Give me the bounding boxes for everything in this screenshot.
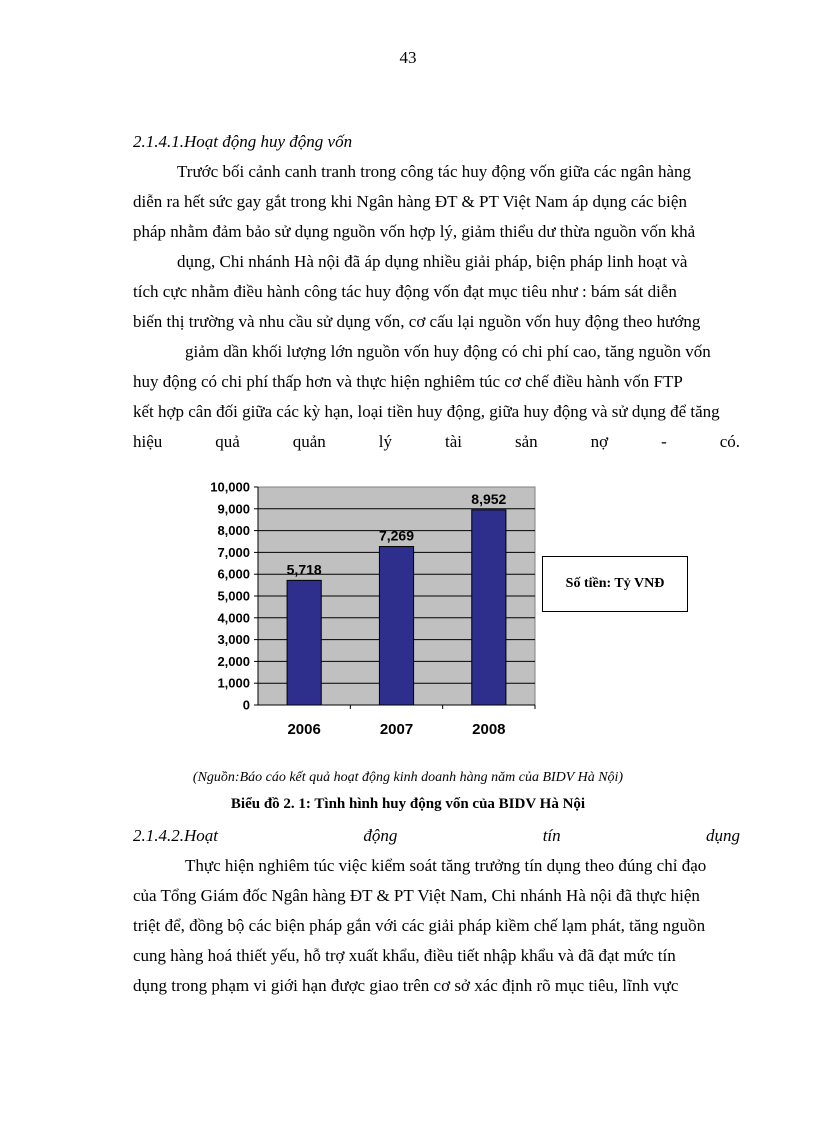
bar-chart bbox=[190, 478, 690, 748]
paragraph-line: giảm dần khối lượng lớn nguồn vốn huy động có chi phí cao, tăng nguồn vốn bbox=[185, 342, 711, 361]
y-tick-label: 10,000 bbox=[210, 479, 250, 495]
chart-svg bbox=[190, 478, 690, 748]
y-tick-label: 9,000 bbox=[217, 501, 250, 517]
paragraph-line: Trước bối cảnh canh tranh trong công tác huy động vốn giữa các ngân hàng bbox=[177, 162, 691, 181]
paragraph-line: diễn ra hết sức gay gắt trong khi Ngân hàng ĐT & PT Việt Nam áp dụng các biện bbox=[133, 192, 687, 211]
paragraph-line: Thực hiện nghiêm túc việc kiểm soát tăng trưởng tín dụng theo đúng chỉ đạo bbox=[185, 856, 707, 875]
word: có. bbox=[719, 432, 740, 451]
paragraph-line: biến thị trường và nhu cầu sử dụng vốn, cơ cấu lại nguồn vốn huy động theo hướng bbox=[133, 312, 701, 331]
x-tick-label: 2006 bbox=[287, 721, 321, 738]
paragraph-line: kết hợp cân đối giữa các kỳ hạn, loại tiền huy động, giữa huy động và sử dụng để tăng bbox=[133, 402, 720, 421]
paragraph-line: pháp nhằm đảm bảo sử dụng nguồn vốn hợp lý, giảm thiểu dư thừa nguồn vốn khả bbox=[133, 222, 696, 241]
y-tick-label: 8,000 bbox=[217, 523, 250, 539]
word: quản bbox=[292, 432, 326, 451]
y-tick-label: 6,000 bbox=[217, 566, 250, 582]
bar-value-label: 5,718 bbox=[286, 561, 322, 578]
section-heading-2-1-4-2 bbox=[133, 826, 740, 846]
word: tín bbox=[542, 826, 561, 845]
paragraph-line: dụng trong phạm vi giới hạn được giao trên cơ sở xác định rõ mục tiêu, lĩnh vực bbox=[133, 976, 679, 995]
word: - bbox=[661, 432, 667, 451]
y-tick-label: 0 bbox=[242, 697, 250, 713]
paragraph-last-line bbox=[133, 432, 740, 452]
y-tick-label: 2,000 bbox=[217, 653, 250, 669]
paragraph-line: dụng, Chi nhánh Hà nội đã áp dụng nhiều giải pháp, biện pháp linh hoạt và bbox=[177, 252, 688, 271]
word: dụng bbox=[705, 826, 740, 845]
bar-2008 bbox=[472, 510, 506, 705]
y-tick-label: 3,000 bbox=[217, 632, 250, 648]
bar-value-label: 7,269 bbox=[378, 527, 415, 544]
word: hiệu bbox=[133, 432, 163, 451]
paragraph-line: tích cực nhằm điều hành công tác huy động vốn đạt mục tiêu như : bám sát diễn bbox=[133, 282, 677, 301]
y-tick-label: 1,000 bbox=[217, 675, 250, 691]
page-number: 43 bbox=[399, 48, 417, 67]
x-tick-label: 2008 bbox=[472, 721, 506, 738]
word: 2.1.4.2.Hoạt bbox=[133, 826, 218, 845]
section-heading-2-1-4-1: 2.1.4.1.Hoạt động huy động vốn bbox=[133, 132, 353, 151]
y-tick-label: 4,000 bbox=[217, 610, 250, 626]
y-tick-label: 5,000 bbox=[217, 588, 250, 604]
word: động bbox=[363, 826, 398, 845]
bar-2007 bbox=[379, 547, 413, 705]
source-note: (Nguồn:Báo cáo kết quả hoạt động kinh doanh hàng năm của BIDV Hà Nội) bbox=[192, 770, 624, 785]
x-tick-label: 2007 bbox=[379, 721, 414, 738]
bar-value-label: 8,952 bbox=[471, 490, 507, 507]
word: quả bbox=[215, 432, 240, 451]
bar-2006 bbox=[287, 580, 321, 705]
y-tick-label: 7,000 bbox=[217, 544, 250, 560]
paragraph-line: của Tổng Giám đốc Ngân hàng ĐT & PT Việt Nam, Chi nhánh Hà nội đã thực hiện bbox=[133, 886, 700, 905]
chart-unit-legend: Số tiền: Tỷ VNĐ bbox=[542, 556, 688, 612]
word: tài bbox=[444, 432, 462, 451]
paragraph-line: triệt để, đồng bộ các biện pháp gắn với các giải pháp kiềm chế lạm phát, tăng nguồn bbox=[133, 916, 706, 935]
paragraph-line: huy động có chi phí thấp hơn và thực hiện nghiêm túc cơ chế điều hành vốn FTP bbox=[133, 372, 683, 391]
word: sản bbox=[514, 432, 538, 451]
paragraph-line: cung hàng hoá thiết yếu, hỗ trợ xuất khẩu, điều tiết nhập khẩu và đã đạt mức tín bbox=[133, 946, 676, 965]
chart-caption: Biểu đồ 2. 1: Tình hình huy động vốn của BIDV Hà Nội bbox=[230, 796, 586, 812]
word: nợ bbox=[590, 432, 609, 451]
word: lý bbox=[378, 432, 393, 451]
